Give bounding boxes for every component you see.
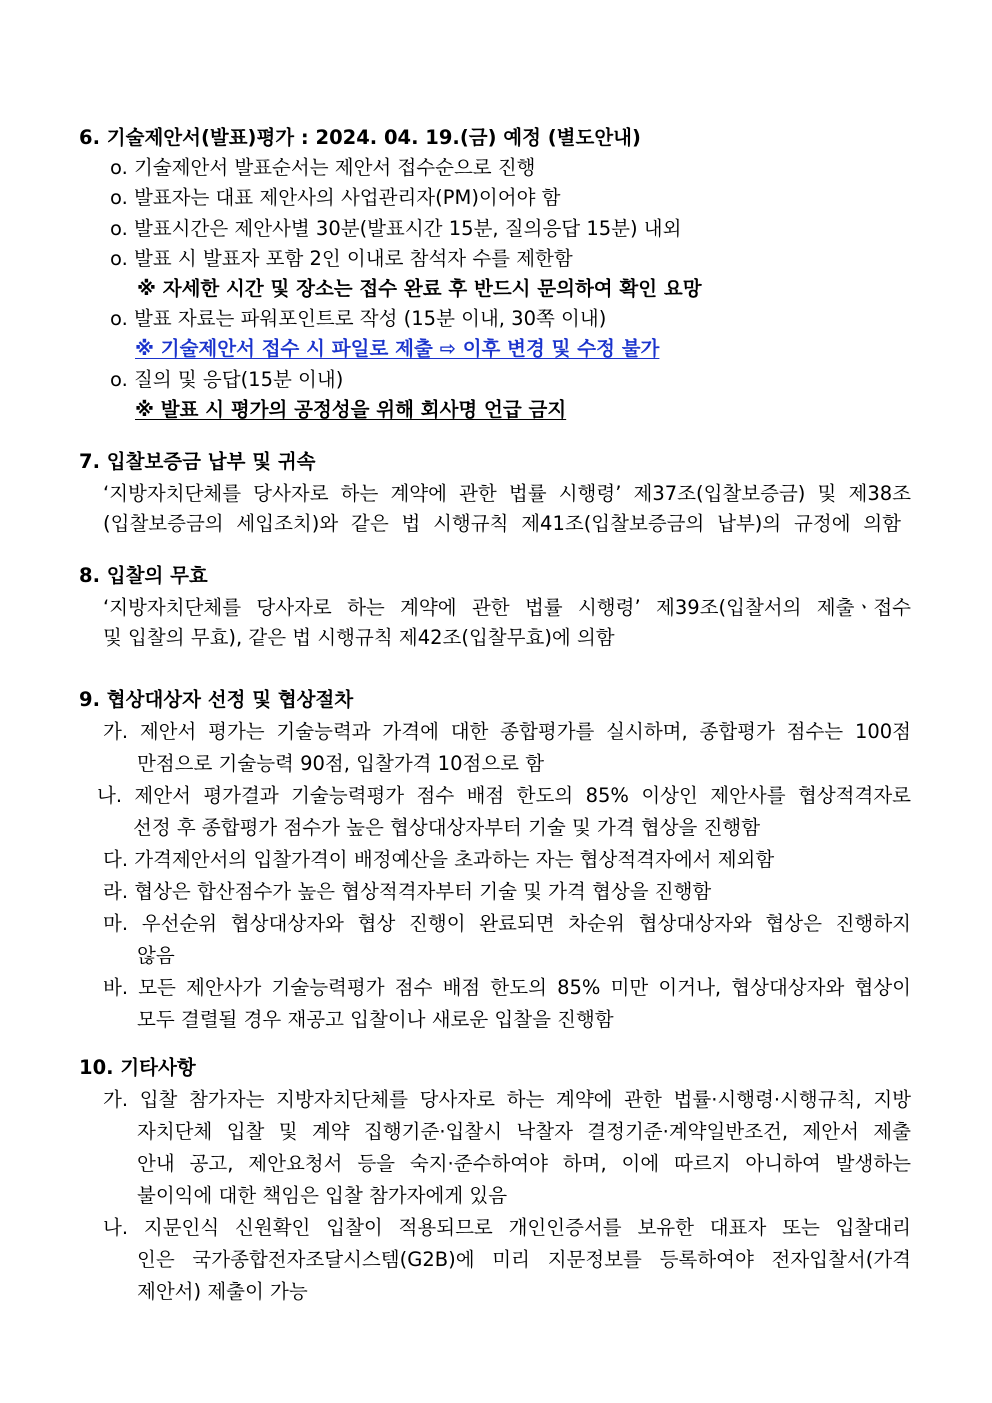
s6-item-2: o. 발표자는 대표 제안사의 사업관리자(PM)이어야 함: [110, 186, 561, 209]
s10-item-a-4: 불이익에 대한 책임은 입찰 참가자에게 있음: [137, 1184, 508, 1207]
s9-item-c-1: 다. 가격제안서의 입찰가격이 배정예산을 초과하는 자는 협상적격자에서 제외함: [103, 848, 775, 871]
s10-item-b-2: 인은 국가종합전자조달시스템(G2B)에 미리 지문정보를 등록하여야 전자입찰서(가격: [137, 1248, 911, 1271]
s7-line-2: (입찰보증금의 세입조치)와 같은 법 시행규칙 제41조(입찰보증금의 납부)의 규정에 의함: [103, 512, 901, 535]
s9-item-b-2: 선정 후 종합평가 점수가 높은 협상대상자부터 기술 및 가격 협상을 진행함: [133, 816, 761, 839]
s6-item-5: o. 발표 자료는 파워포인트로 작성 (15분 이내, 30쪽 이내): [110, 307, 607, 330]
section-10-heading: 10. 기타사항: [79, 1056, 196, 1079]
s10-item-b-1: 나. 지문인식 신원확인 입찰이 적용되므로 개인인증서를 보유한 대표자 또는 입찰대리: [103, 1216, 911, 1239]
s6-note-1: ※ 자세한 시간 및 장소는 접수 완료 후 반드시 문의하여 확인 요망: [137, 277, 702, 300]
s10-item-a-2: 자치단체 입찰 및 계약 집행기준·입찰시 낙찰자 결정기준·계약일반조건, 제안서 제출: [137, 1120, 911, 1143]
s9-item-e-1: 마. 우선순위 협상대상자와 협상 진행이 완료되면 차순위 협상대상자와 협상은 진행하지: [103, 912, 911, 935]
s8-line-2: 및 입찰의 무효), 같은 법 시행규칙 제42조(입찰무효)에 의함: [103, 626, 615, 649]
s6-item-1: o. 기술제안서 발표순서는 제안서 접수순으로 진행: [110, 156, 536, 179]
s7-line-1: ‘지방자치단체를 당사자로 하는 계약에 관한 법률 시행령’ 제37조(입찰보증금) 및 제38조: [103, 482, 911, 505]
s8-line-1: ‘지방자치단체를 당사자로 하는 계약에 관한 법률 시행령’ 제39조(입찰서의 제출ㆍ접수: [103, 596, 911, 619]
s9-item-b-1: 나. 제안서 평가결과 기술능력평가 점수 배점 한도의 85% 이상인 제안사를 협상적격자로: [97, 784, 911, 807]
s6-item-4: o. 발표 시 발표자 포함 2인 이내로 참석자 수를 제한함: [110, 247, 573, 270]
s9-item-f-1: 바. 모든 제안사가 기술능력평가 점수 배점 한도의 85% 미만 이거나, 협상대상자와 협상이: [103, 976, 911, 999]
s9-item-e-2: 않음: [137, 944, 175, 967]
s10-item-b-3: 제안서) 제출이 가능: [137, 1280, 308, 1303]
section-8-heading: 8. 입찰의 무효: [79, 564, 208, 587]
s9-item-a-1: 가. 제안서 평가는 기술능력과 가격에 대한 종합평가를 실시하며, 종합평가 점수는 100점: [103, 720, 911, 743]
section-9-heading: 9. 협상대상자 선정 및 협상절차: [79, 688, 354, 711]
section-6-heading: 6. 기술제안서(발표)평가 : 2024. 04. 19.(금) 예정 (별도안내): [79, 126, 641, 149]
section-7-heading: 7. 입찰보증금 납부 및 귀속: [79, 450, 316, 473]
s10-item-a-3: 안내 공고, 제안요청서 등을 숙지·준수하여야 하며, 이에 따르지 아니하여 발생하는: [137, 1152, 911, 1175]
s6-item-3: o. 발표시간은 제안사별 30분(발표시간 15분, 질의응답 15분) 내외: [110, 217, 682, 240]
s6-item-6: o. 질의 및 응답(15분 이내): [110, 368, 344, 391]
s10-item-a-1: 가. 입찰 참가자는 지방자치단체를 당사자로 하는 계약에 관한 법률·시행령·시행규칙, 지방: [103, 1088, 911, 1111]
s9-item-f-2: 모두 결렬될 경우 재공고 입찰이나 새로운 입찰을 진행함: [137, 1008, 614, 1031]
s6-note-2: ※ 기술제안서 접수 시 파일로 제출 ⇨ 이후 변경 및 수정 불가: [135, 337, 660, 360]
s6-note-3: ※ 발표 시 평가의 공정성을 위해 회사명 언급 금지: [135, 398, 567, 421]
s9-item-d-1: 라. 협상은 합산점수가 높은 협상적격자부터 기술 및 가격 협상을 진행함: [103, 880, 712, 903]
s9-item-a-2: 만점으로 기술능력 90점, 입찰가격 10점으로 함: [137, 752, 545, 775]
